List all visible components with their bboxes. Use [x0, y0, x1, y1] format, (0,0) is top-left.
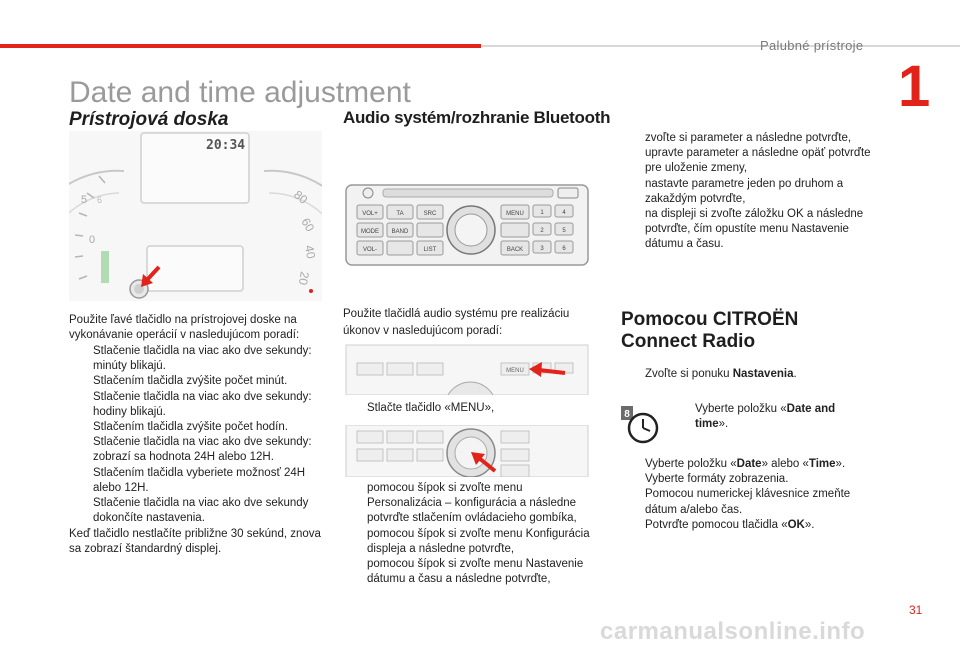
list-item: Vyberte položku «Date» alebo «Time».	[645, 458, 846, 470]
header-accent-bar	[0, 44, 481, 48]
connect-step-settings	[621, 367, 871, 382]
list-item: Stlačením tlačidla zvýšite počet minút.	[93, 375, 288, 388]
list-item: nastavte parametre jeden po druhom a zakaždým potvrďte,	[645, 177, 844, 205]
svg-text:3: 3	[540, 246, 544, 252]
chapter-number: 1	[898, 54, 931, 119]
list-item: pomocou šípok si zvoľte menu Konfigurácia displeja a následne potvrďte,	[367, 527, 590, 555]
svg-text:6: 6	[97, 195, 103, 205]
list-item: Stlačením tlačidla zvýšite počet hodín.	[93, 421, 288, 434]
header-rule	[481, 45, 960, 47]
page-title: Date and time adjustment	[69, 76, 411, 109]
list-item: Stlačením tlačidla vyberiete možnosť 24H alebo 12H.	[93, 466, 306, 494]
list-item: upravte parameter a následne opäť potvrďte pre uloženie zmeny,	[645, 147, 871, 175]
svg-text:60: 60	[298, 215, 318, 235]
svg-text:8: 8	[624, 409, 630, 420]
svg-text:80: 80	[291, 187, 311, 207]
audio-system-heading: Audio systém/rozhranie Bluetooth	[343, 108, 611, 127]
svg-text:2: 2	[540, 228, 544, 234]
svg-text:VOL-: VOL-	[362, 247, 378, 253]
clock-settings-icon	[621, 402, 661, 446]
list-item: Stlačenie tlačidla na viac ako dve sekundy: minúty blikajú.	[93, 345, 312, 373]
audio-steps	[343, 481, 595, 587]
connect-radio-heading: Pomocou CITROËN Connect Radio	[621, 309, 799, 352]
audio-panel-illustration	[343, 175, 591, 267]
list-item: Vyberte formáty zobrazenia.	[645, 473, 789, 486]
audio-intro: Použite tlačidlá audio systému pre realizáciu úkonov v nasledujúcom poradí:	[343, 308, 570, 337]
connect-steps-bottom	[621, 457, 871, 533]
instrument-panel-illustration	[69, 131, 322, 301]
list-item: Pomocou numerickej klávesnice zmeňte dátum a/alebo čas.	[645, 488, 851, 516]
svg-text:MENU: MENU	[506, 211, 524, 217]
instrument-panel-heading: Prístrojová doska	[69, 109, 229, 130]
dashboard-clock: 20:34	[206, 138, 246, 153]
svg-text:SRC: SRC	[423, 211, 437, 217]
list-item: pomocou šípok si zvoľte menu Personalizácia – konfigurácia a následne potvrďte stlačením ovládacieho gombíka,	[367, 482, 577, 525]
page-number: 31	[909, 603, 923, 617]
svg-text:BAND: BAND	[391, 229, 409, 235]
list-item: Stlačte tlačidlo «MENU»,	[367, 402, 495, 414]
audio-panel-menu-illustration	[343, 343, 591, 395]
svg-text:LIST: LIST	[423, 247, 437, 253]
settings-steps	[621, 131, 871, 253]
svg-text:5: 5	[562, 228, 566, 234]
connect-step-date	[671, 402, 871, 432]
watermark: carmanualsonline.info	[600, 618, 866, 645]
list-item: Vyberte položku «Date and time».	[695, 403, 836, 431]
section-name: Palubné prístroje	[760, 38, 864, 53]
audio-panel-knob-illustration	[343, 425, 591, 477]
svg-text:MODE: MODE	[361, 229, 379, 235]
list-item: Zvoľte si ponuku Nastavenia.	[645, 368, 797, 380]
instrument-panel-intro: Použite ľavé tlačidlo na prístrojovej doske na vykonávanie operácií v nasledujúcom poradí:	[69, 314, 300, 342]
list-item: na displeji si zvoľte záložku OK a následne potvrďte, čím opustíte menu Nastavenie dátumu a času.	[645, 208, 864, 251]
svg-text:0: 0	[89, 234, 96, 246]
svg-text:5: 5	[81, 194, 88, 206]
svg-text:40: 40	[302, 244, 319, 260]
instrument-panel-steps	[69, 344, 325, 526]
list-item: pomocou šípok si zvoľte menu Nastavenie dátumu a času a následne potvrďte,	[367, 558, 584, 586]
audio-step-menu	[343, 401, 595, 416]
svg-text:VOL+: VOL+	[362, 211, 378, 217]
list-item: Stlačenie tlačidla na viac ako dve sekundy dokončíte nastavenia.	[93, 497, 309, 525]
list-item: Stlačenie tlačidla na viac ako dve sekundy: zobrazí sa hodnota 24H alebo 12H.	[93, 436, 312, 464]
svg-text:6: 6	[562, 246, 566, 252]
instrument-panel-outro: Keď tlačidlo nestlačíte približne 30 sekúnd, znova sa zobrazí štandardný displej.	[69, 528, 321, 556]
svg-text:TA: TA	[396, 211, 404, 217]
svg-text:1: 1	[540, 210, 544, 216]
list-item: Stlačenie tlačidla na viac ako dve sekundy: hodiny blikajú.	[93, 390, 312, 418]
svg-text:BACK: BACK	[506, 247, 524, 253]
list-item: Potvrďte pomocou tlačidla «OK».	[645, 518, 815, 531]
svg-text:4: 4	[562, 210, 566, 216]
svg-text:20: 20	[295, 270, 312, 287]
list-item: zvoľte si parameter a následne potvrďte,	[645, 132, 852, 144]
svg-text:MENU: MENU	[506, 368, 524, 374]
